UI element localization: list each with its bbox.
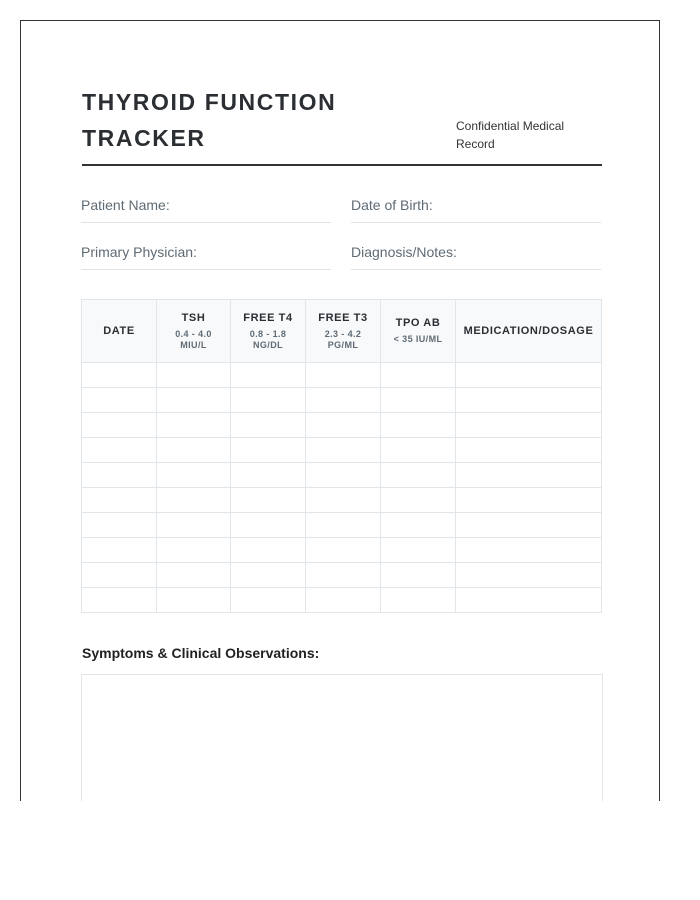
table-cell[interactable] [82,488,157,513]
table-header-row [82,300,602,363]
table-row [82,463,602,488]
primary-physician-field[interactable] [81,241,331,270]
observations-textarea[interactable] [81,674,603,801]
table-cell[interactable] [306,413,381,438]
table-body [82,363,602,613]
table-cell[interactable] [381,438,456,463]
table-cell[interactable] [306,488,381,513]
patient-name-field[interactable] [81,194,331,223]
table-cell[interactable] [157,538,231,563]
column-name: MEDICATION/DOSAGE [463,324,594,337]
table-cell[interactable] [82,538,157,563]
table-cell[interactable] [456,463,602,488]
table-cell[interactable] [231,488,306,513]
table-cell[interactable] [381,488,456,513]
column-header-free-t3 [306,300,381,363]
table-cell[interactable] [456,488,602,513]
column-name: FREE T3 [318,311,368,324]
table-cell[interactable] [231,513,306,538]
table-cell[interactable] [306,438,381,463]
table-row [82,513,602,538]
table-cell[interactable] [306,588,381,613]
table-cell[interactable] [381,363,456,388]
table-cell[interactable] [231,388,306,413]
table-row [82,438,602,463]
table-row [82,363,602,388]
table-row [82,388,602,413]
confidential-label: Confidential Medical Record [456,119,565,151]
table-cell[interactable] [456,388,602,413]
lab-results-table [81,299,602,613]
table-cell[interactable] [157,588,231,613]
table-row [82,588,602,613]
table-cell[interactable] [231,463,306,488]
column-name: TSH [181,311,206,324]
table-cell[interactable] [306,513,381,538]
reference-range: < 35 IU/ML [393,334,443,344]
column-header-free-t4 [231,300,306,363]
table-cell[interactable] [157,438,231,463]
table-cell[interactable] [231,413,306,438]
table-row [82,538,602,563]
table-cell[interactable] [381,513,456,538]
table-cell[interactable] [381,563,456,588]
table-cell[interactable] [82,413,157,438]
table-cell[interactable] [82,588,157,613]
primary-physician-label: Primary Physician: [81,244,197,260]
table-cell[interactable] [82,563,157,588]
table-cell[interactable] [157,388,231,413]
table-cell[interactable] [231,363,306,388]
table-cell[interactable] [381,388,456,413]
table-cell[interactable] [157,513,231,538]
table-cell[interactable] [381,463,456,488]
table-cell[interactable] [306,388,381,413]
table-cell[interactable] [157,463,231,488]
column-header-medication [456,300,602,363]
observations-label: Symptoms & Clinical Observations: [82,645,320,661]
table-cell[interactable] [82,388,157,413]
table-cell[interactable] [82,363,157,388]
table-cell[interactable] [306,363,381,388]
table-cell[interactable] [157,413,231,438]
table-cell[interactable] [381,538,456,563]
table-cell[interactable] [231,438,306,463]
table-cell[interactable] [231,563,306,588]
table-cell[interactable] [157,363,231,388]
patient-name-label: Patient Name: [81,197,170,213]
table-cell[interactable] [82,438,157,463]
table-cell[interactable] [231,538,306,563]
diagnosis-notes-field[interactable] [351,241,601,270]
table-cell[interactable] [456,588,602,613]
table-cell[interactable] [157,563,231,588]
column-header-tpo-ab [381,300,456,363]
reference-range: 0.8 - 1.8 NG/DL [249,328,287,350]
diagnosis-notes-label: Diagnosis/Notes: [351,244,457,260]
table-cell[interactable] [456,363,602,388]
column-name: FREE T4 [243,311,293,324]
date-of-birth-field[interactable] [351,194,601,223]
table-cell[interactable] [306,563,381,588]
table-cell[interactable] [381,413,456,438]
column-name: TPO AB [395,317,441,329]
table-cell[interactable] [82,513,157,538]
table-cell[interactable] [306,538,381,563]
table-cell[interactable] [456,438,602,463]
table-cell[interactable] [456,538,602,563]
table-row [82,563,602,588]
page-title: THYROID FUNCTION TRACKER [82,89,337,151]
table-cell[interactable] [381,588,456,613]
table-cell[interactable] [157,488,231,513]
table-row [82,488,602,513]
reference-range: 2.3 - 4.2 PG/ML [324,328,362,350]
table-cell[interactable] [456,563,602,588]
table-cell[interactable] [456,513,602,538]
column-header-date [82,300,157,363]
table-cell[interactable] [231,588,306,613]
date-of-birth-label: Date of Birth: [351,197,433,213]
table-cell[interactable] [456,413,602,438]
table-cell[interactable] [306,463,381,488]
document-header [82,81,602,166]
reference-range: 0.4 - 4.0 MIU/L [175,328,212,350]
table-cell[interactable] [82,463,157,488]
table-row [82,413,602,438]
document-page [20,20,660,801]
column-header-tsh [157,300,231,363]
column-name: DATE [103,324,135,337]
